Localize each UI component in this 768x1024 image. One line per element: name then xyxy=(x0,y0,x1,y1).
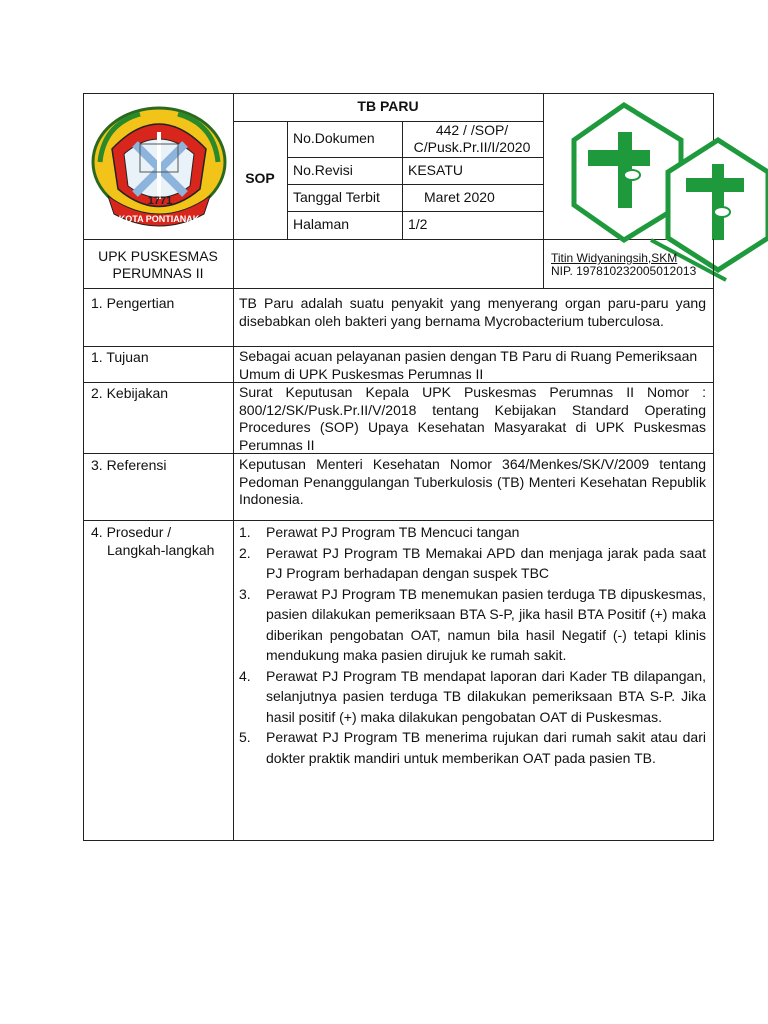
step-number: 5. xyxy=(239,729,251,745)
sop-label: SOP xyxy=(245,170,275,186)
section-text-pengertian: TB Paru adalah suatu penyakit yang menyerang organ paru-paru yang disebabkan oleh bakteri yang bernama Mycrobacterium tuberculosa. xyxy=(239,295,706,329)
content-divider xyxy=(84,520,713,521)
section-label-prosedur-line1: 4. Prosedur / xyxy=(91,524,172,540)
header-divider xyxy=(543,94,544,239)
section-label-referensi: 3. Referensi xyxy=(91,457,167,473)
document-title: TB PARU xyxy=(357,98,419,114)
step-text: Perawat PJ Program TB Mencuci tangan xyxy=(266,524,520,540)
step-text: Perawat PJ Program TB menemukan pasien terduga TB dipuskesmas, pasien dilakukan pemeriksaan BTA S-P, jika hasil BTA Positif (+) maka diberikan pengobatan OAT, namun bila hasil Negatif (-) tetapi klinis mendukung maka pasien dirujuk ke rumah sakit. xyxy=(266,585,706,663)
signer-block xyxy=(551,252,696,278)
procedure-list xyxy=(239,522,706,768)
procedure-step xyxy=(239,727,706,768)
section-label-prosedur-line2: Langkah-langkah xyxy=(107,541,215,558)
header-divider xyxy=(233,94,234,239)
signer-name: Titin Widyaningsih,SKM xyxy=(551,251,678,265)
header-divider xyxy=(287,121,288,239)
step-number: 4. xyxy=(239,667,251,684)
step-number: 1. xyxy=(239,524,251,540)
procedure-step xyxy=(239,584,706,666)
section-label-kebijakan: 2. Kebijakan xyxy=(91,385,169,401)
emblem-icon xyxy=(90,104,228,230)
header-divider xyxy=(287,211,543,212)
svg-text:KOTA PONTIANAK: KOTA PONTIANAK xyxy=(118,214,200,224)
field-value-no-revisi: KESATU xyxy=(408,162,463,178)
field-label-tanggal-terbit: Tanggal Terbit xyxy=(293,189,380,205)
field-label-no-revisi: No.Revisi xyxy=(293,162,353,178)
procedure-step xyxy=(239,522,706,543)
header-divider xyxy=(287,184,543,185)
unit-name xyxy=(83,248,233,282)
kota-pontianak-emblem xyxy=(90,104,228,230)
field-value-no-dokumen-line1: 442 / /SOP/ xyxy=(435,122,509,138)
section-text-tujuan: Sebagai acuan pelayanan pasien dengan TB Paru di Ruang Pemeriksaan Umum di UPK Puskesmas Perumnas II xyxy=(239,348,698,382)
section-label-prosedur xyxy=(91,524,214,559)
field-label-no-dokumen: No.Dokumen xyxy=(293,130,375,146)
procedure-step xyxy=(239,543,706,584)
step-text: Perawat PJ Program TB menerima rujukan dari rumah sakit atau dari dokter praktik mandiri untuk memberikan OAT pada pasien TB. xyxy=(266,729,706,766)
step-text: Perawat PJ Program TB mendapat laporan dari Kader TB dilapangan, selanjutnya pasien terduga TB dilakukan pemeriksaan BTA S-P. Jika hasil positif (+) maka dilakukan pengobatan OAT di Puskesmas. xyxy=(266,667,706,725)
unit-name-line2: PERUMNAS II xyxy=(112,265,204,281)
row-divider xyxy=(543,239,544,288)
field-value-tanggal-terbit: Maret 2020 xyxy=(424,189,495,205)
section-text-kebijakan: Surat Keputusan Kepala UPK Puskesmas Perumnas II Nomor : 800/12/SK/Pusk.Pr.II/V/2018 tentang Kebijakan Standard Operating Procedures (SOP) Upaya Kesehatan Masyarakat di UPK Puskesmas Perumnas II xyxy=(239,384,706,453)
section-label-tujuan: 1. Tujuan xyxy=(91,349,149,365)
unit-name-line1: UPK PUSKESMAS xyxy=(98,248,218,264)
field-label-halaman: Halaman xyxy=(293,216,350,232)
section-text-referensi: Keputusan Menteri Kesehatan Nomor 364/Menkes/SK/V/2009 tentang Pedoman Penanggulangan Tuberkulosis (TB) Menteri Kesehatan Republik Indonesia. xyxy=(239,456,706,508)
svg-text:1771: 1771 xyxy=(147,195,173,207)
field-value-no-dokumen xyxy=(402,122,542,156)
content-divider xyxy=(84,346,713,347)
step-text: Perawat PJ Program TB Memakai APD dan menjaga jarak pada saat PJ Program berhadapan dengan suspek TBC xyxy=(266,544,706,581)
field-value-no-dokumen-line2: C/Pusk.Pr.II/I/2020 xyxy=(413,139,531,155)
procedure-step xyxy=(239,666,706,728)
row-divider xyxy=(233,239,234,288)
step-number: 2. xyxy=(239,544,251,561)
header-divider xyxy=(287,157,543,158)
step-number: 3. xyxy=(239,585,251,602)
field-value-halaman: 1/2 xyxy=(408,216,428,232)
signer-nip: NIP. 197810232005012013 xyxy=(551,264,697,278)
content-divider xyxy=(233,288,234,840)
section-label-pengertian: 1. Pengertian xyxy=(91,295,175,311)
